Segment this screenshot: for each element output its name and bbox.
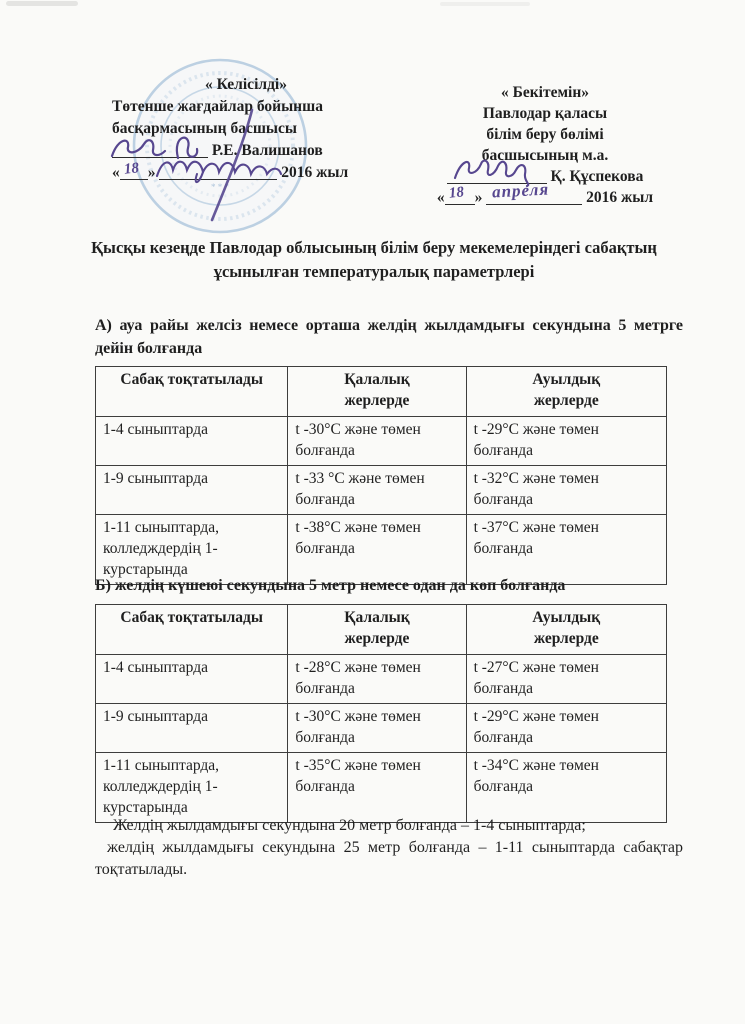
table-header-row	[96, 367, 667, 417]
scan-artifact	[440, 2, 530, 6]
agreed-block	[112, 74, 380, 184]
table-row	[96, 655, 667, 704]
quote-close: »	[147, 164, 156, 181]
agreed-title: « Келісілді»	[205, 76, 287, 93]
table-header-row	[96, 605, 667, 655]
col-header-rural: Ауылдық жерлерде	[466, 367, 666, 417]
table-row	[96, 753, 667, 823]
handwritten-day: 18	[122, 160, 140, 178]
cell-urban-temp: t -28°С және төмен болғанда	[288, 655, 466, 704]
cell-rural-temp: t -29°С және төмен болғанда	[466, 704, 666, 753]
date-day-line	[445, 184, 475, 205]
table-row	[96, 704, 667, 753]
col-header-classes: Сабақ тоқтатылады	[96, 605, 288, 655]
handwritten-day: 18	[447, 184, 465, 202]
table-row	[96, 466, 667, 515]
cell-classes: 1-9 сыныптарда	[96, 704, 288, 753]
cell-urban-temp: t -38°С және төмен болғанда	[288, 515, 466, 585]
table-a-container	[95, 366, 667, 585]
col-header-classes: Сабақ тоқтатылады	[96, 367, 288, 417]
temperature-table-b	[95, 604, 667, 823]
cell-rural-temp: t -34°С және төмен болғанда	[466, 753, 666, 823]
date-day-line	[120, 162, 148, 180]
document-title: Қысқы кезеңде Павлодар облысының білім беру мекемелеріндегі сабақтың ұсынылған температуралық параметрлері	[91, 238, 657, 281]
wind-rule-line2: желдің жылдамдығы секундына 25 метр болғанда – 1-11 сыныптарда сабақтар тоқтатылады.	[95, 839, 683, 878]
svg-text:* * *: * * *	[211, 182, 229, 192]
date-month-line	[159, 162, 277, 180]
cell-classes: 1-11 сыныптарда, колледждердің 1-курстарында	[96, 515, 288, 585]
quote-open: «	[112, 164, 120, 181]
table-b-container	[95, 604, 667, 823]
approved-date-year: 2016 жыл	[586, 189, 654, 206]
temperature-table-a	[95, 366, 667, 585]
approved-block	[400, 82, 690, 208]
cell-urban-temp: t -35°С және төмен болғанда	[288, 753, 466, 823]
cell-rural-temp: t -27°С және төмен болғанда	[466, 655, 666, 704]
approved-date-row	[400, 179, 690, 208]
section-a-heading: А) ауа райы желсіз немесе орташа желдің жылдамдығы секундына 5 метрге дейін болғанда	[95, 317, 683, 357]
agreed-signatory-name: Р.Е. Валишанов	[211, 142, 323, 159]
closing-paragraph	[95, 815, 683, 881]
approved-org-line3: басшысының м.а.	[481, 147, 609, 164]
agreed-date-row	[112, 162, 380, 184]
scan-artifact	[6, 1, 78, 6]
section-b-heading: Б) желдің күшеюі секундына 5 метр немесе одан да көп болғанда	[95, 577, 566, 594]
quote-close: »	[474, 189, 483, 206]
cell-classes: 1-4 сыныптарда	[96, 417, 288, 466]
agreed-date-year: 2016 жыл	[281, 164, 349, 181]
approved-signatory-name: Қ. Құспекова	[550, 168, 644, 185]
cell-rural-temp: t -29°С және төмен болғанда	[466, 417, 666, 466]
date-month-line	[486, 179, 582, 205]
col-header-urban: Қалалық жерлерде	[288, 605, 466, 655]
wind-rule-line1: Желдің жылдамдығы секундына 20 метр болғанда – 1-4 сыныптарда;	[113, 817, 586, 834]
col-header-rural: Ауылдық жерлерде	[466, 605, 666, 655]
cell-urban-temp: t -30°С және төмен болғанда	[288, 704, 466, 753]
agreed-org-line2: басқармасының басшысы	[112, 120, 298, 137]
cell-rural-temp: t -32°С және төмен болғанда	[466, 466, 666, 515]
cell-urban-temp: t -33 °С және төмен болғанда	[288, 466, 466, 515]
cell-classes: 1-4 сыныптарда	[96, 655, 288, 704]
signature-line	[112, 140, 208, 158]
approved-org-line1: Павлодар қаласы	[482, 105, 608, 122]
agreed-org-line1: Төтенше жағдайлар бойынша	[112, 98, 323, 115]
agreed-signature-row	[112, 140, 380, 162]
cell-urban-temp: t -30°С және төмен болғанда	[288, 417, 466, 466]
handwritten-month: апреля	[491, 179, 550, 202]
cell-classes: 1-9 сыныптарда	[96, 466, 288, 515]
col-header-urban: Қалалық жерлерде	[288, 367, 466, 417]
approved-org-line2: білім беру бөлімі	[486, 126, 604, 143]
table-row	[96, 417, 667, 466]
quote-open: «	[436, 189, 445, 206]
cell-rural-temp: t -37°С және төмен болғанда	[466, 515, 666, 585]
cell-classes: 1-11 сыныптарда, колледждердің 1-курстарында	[96, 753, 288, 823]
approved-title: « Бекітемін»	[500, 84, 590, 101]
